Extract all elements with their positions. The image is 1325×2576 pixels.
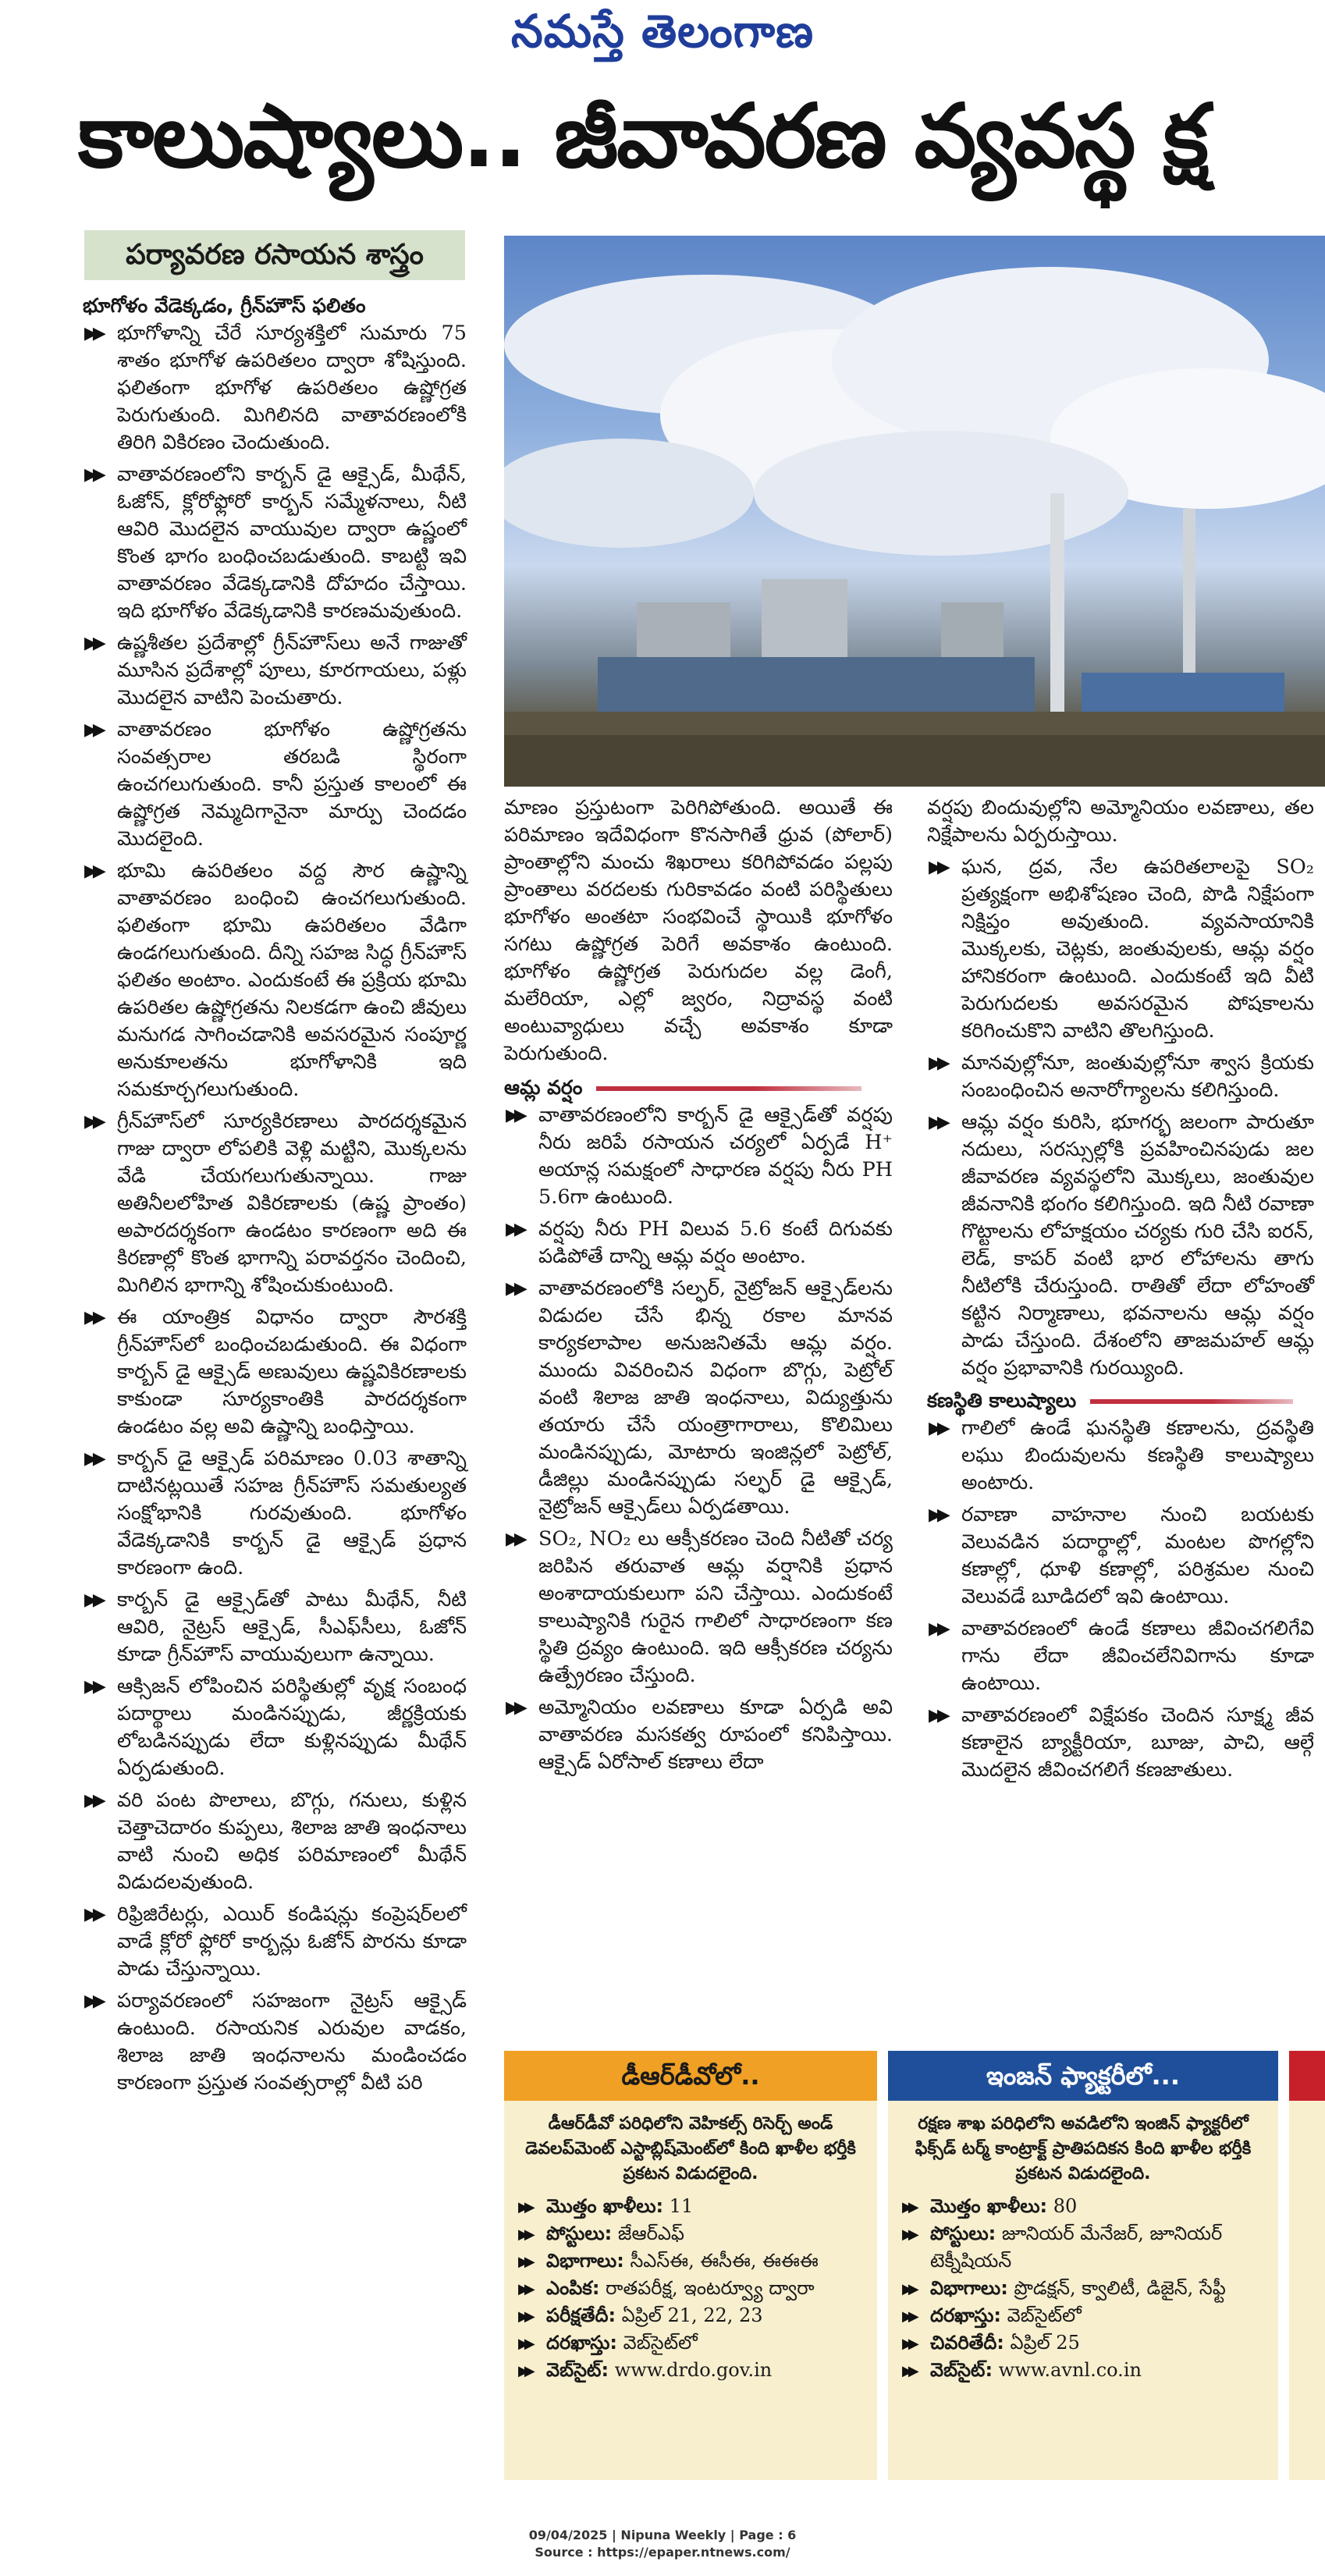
column-1 (83, 292, 467, 2102)
job-detail-value: ఏప్రిల్ 21, 22, 23 (616, 2304, 763, 2326)
bullet-arrow-icon: ▶▶ (84, 634, 101, 653)
job-detail-value: www.drdo.gov.in (609, 2359, 773, 2381)
bullet-item (83, 1445, 467, 1582)
job-detail-key: వెబ్‌సైట్: (930, 2359, 993, 2381)
box-list (504, 2193, 877, 2384)
subhead-particulates (927, 1387, 1314, 1415)
bullet-item (83, 1108, 467, 1299)
bullet-arrow-icon: ▶▶ (518, 2363, 531, 2379)
bullet-arrow-icon: ▶▶ (84, 1449, 101, 1469)
bullet-arrow-icon: ▶▶ (506, 1220, 523, 1239)
bullet-text: SO₂, NO₂ లు ఆక్సీకరణం చెంది నీటితో చర్య జరిపిన తరువాత ఆమ్ల వర్షానికి ప్రధాన అంశాదాయకులుగా పని చేస్తాయి. ఎందుకంటే కాలుష్యానికి గురైన గాలిలో సాధారణంగా కణ స్థితి ద్రవ్యం ఉంటుంది. ఇది ఆక్సీకరణ చర్యను ఉత్ప్రేరణం చేస్తుంది. (538, 1527, 893, 1687)
job-detail-item (517, 2193, 865, 2220)
bullet-arrow-icon: ▶▶ (929, 1113, 946, 1132)
bullet-text: రిఫ్రిజిరేటర్లు, ఎయిర్ కండిషన్లు కంప్రెషర్‌లలో వాడే క్లోరో ఫ్లోరో కార్బన్లు ఓజోన్ పొరను కూడా పాడు చేస్తున్నాయి. (117, 1903, 467, 1981)
paragraph: మాణం ప్రస్తుటంగా పెరిగిపోతుంది. అయితే ఈ పరిమాణం ఇదేవిధంగా కొనసాగితే ధ్రువ (పోలార్) ప్రాంతాల్లోని మంచు శిఖరాలు కరిగిపోవడం పల్లపు ప్రాంతాలు వరదలకు గురికావడం వంటి పరిస్థితులు భూగోళం అంతటా సంభవించే స్థాయికి భూగోళం సగటు ఉష్ణోగ్రత పెరిగే అవకాశం ఉంటుంది. భూగోళం ఉష్ణోగ్రత పెరుగుదల వల్ల డెంగీ, మలేరియా, ఎల్లో జ్వరం, నిద్రావస్థ వంటి అంటువ్యాధులు వచ్చే అవకాశం కూడా పెరుగుతుంది. (504, 796, 893, 1065)
bullet-item (83, 1787, 467, 1896)
box-intro: రక్షణ శాఖ పరిధిలోని అవడిలోని ఇంజిన్ ఫ్యాక్టరీలో ఫిక్స్‌డ్ టర్మ్ కాంట్రాక్ట్ ప్రాతిపదికన కింది ఖాళీల భర్తీకి ప్రకటన విడుదలైంది. (915, 2114, 1252, 2183)
bullet-arrow-icon: ▶▶ (518, 2199, 531, 2215)
bullet-item (927, 854, 1314, 1045)
job-detail-item (517, 2357, 865, 2384)
bullet-item (83, 1304, 467, 1441)
job-detail-key: మొత్తం ఖాళీలు: (546, 2195, 664, 2217)
bullet-text: ఆమ్ల వర్షం కురిసి, భూగర్భ జలంగా పారుతూ నదులు, సరస్సుల్లోకి ప్రవహించినపుడు జల జీవావరణ వ్యవస్థలోని మొక్కలు, జంతువుల జీవనానికి భంగం కలిగిస్తుంది. ఇది నీటి రవాణా గొట్టాలను లోహక్షయం చర్యకు గురి చేసి ఐరన్, లెడ్, కాపర్ వంటి భార లోహాలను తాగు నీటిలోకి చేరుస్తుంది. రాతితో లేదా లోహంతో కట్టిన నిర్మాణాలు, భవనాలను ఆమ్ల వర్షం పాడు చేస్తుంది. దేశంలోని తాజమహల్ ఆమ్ల వర్షం ప్రభావానికి గురయ్యింది. (961, 1110, 1314, 1380)
box-title: డీఆర్‌డీవోలో.. (504, 2051, 877, 2101)
bullet-text: మానవుల్లోనూ, జంతువుల్లోనూ శ్వాస క్రియకు సంబంధించిన అనారోగ్యాలను కలిగిస్తుంది. (961, 1051, 1314, 1102)
bullet-text: వాతావరణంలో ఉండే కణాలు జీవించగలిగేవి గాను లేదా జీవించలేనివిగాను కూడా ఉంటాయి. (961, 1617, 1314, 1695)
section-rule (596, 1086, 861, 1091)
job-detail-key: దరఖాస్తు: (546, 2332, 618, 2354)
job-detail-key: చివరితేదీ: (930, 2332, 1004, 2354)
bullet-text: వాతావరణంలోని కార్బన్ డై ఆక్సైడ్, మీథేన్, ఓజోన్, క్లోరోఫ్లోరో కార్బన్ సమ్మేళనాలు, నీటి ఆవిరి మొదలైన వాయువుల ద్వారా ఉష్ణంలో కొంత భాగం బంధించబడుతుంది. కాబట్టి ఇవి వాతావరణం వేడెక్కడానికి దోహదం చేస్తాయి. ఇది భూగోళం వేడెక్కడానికి కారణమవుతుంది. (117, 463, 467, 623)
bullet-text: ఘన, ద్రవ, నేల ఉపరితలాలపై SO₂ ప్రత్యక్షంగా అభిశోషణం చెంది, పొడి నిక్షేపంగా నిక్షిప్తం అవుతుంది. వ్యవసాయానికి మొక్కలకు, చెట్లకు, జంతువులకు, ఆమ్ల వర్షం హానికరంగా ఉంటుంది. ఎందుకంటే ఇది వీటి పెరుగుదలకు అవసరమైన పోషకాలను కరిగించుకొని వాటిని తొలగిస్తుంది. (961, 855, 1314, 1043)
bullet-arrow-icon: ▶▶ (929, 1619, 946, 1639)
box-intro: డీఆర్‌డీవో పరిధిలోని వెహికల్స్ రిసెర్చ్ అండ్ డెవలప్‌మెంట్ ఎస్టాబ్లిష్‌మెంట్‌లో కింది ఖాళీల భర్తీకి ప్రకటన విడుదలైంది. (525, 2114, 856, 2183)
bullet-text: భూగోళాన్ని చేరే సూర్యశక్తిలో సుమారు 75 శాతం భూగోళ ఉపరితలం ద్వారా శోషిస్తుంది. ఫలితంగా భూగోళ ఉపరితలం ఉష్ణోగ్రత పెరుగుతుంది. మిగిలినది వాతావరణంలోకి తిరిగి వికిరణం చెందుతుంది. (117, 322, 467, 454)
bullet-text: పర్యావరణంలో సహజంగా నైట్రస్ ఆక్సైడ్ ఉంటుంది. రసాయనిక ఎరువుల వాడకం, శిలాజ జాతి ఇంధనాలను మండించడం కారణంగా ప్రస్తుత సంవత్సరాల్లో వీటి పరి (117, 1989, 467, 2095)
bullet-arrow-icon: ▶▶ (929, 1053, 946, 1073)
bullet-text: అమ్మోనియం లవణాలు కూడా ఏర్పడి అవి వాతావరణ మసకత్వ రూపంలో కనిపిస్తాయి. ఆక్సైడ్ ఏరోసాల్ కణాలు లేదా (538, 1696, 893, 1774)
bullet-item (927, 1501, 1314, 1611)
bullet-item (83, 1988, 467, 2097)
bullet-item (504, 1526, 893, 1690)
job-detail-key: విభాగాలు: (546, 2250, 624, 2272)
bullet-arrow-icon: ▶▶ (902, 2281, 915, 2297)
bullet-item (927, 1615, 1314, 1697)
bullet-text: ఈ యాంత్రిక విధానం ద్వారా సౌరశక్తి గ్రీన్‌హౌస్‌లో బంధించబడుతుంది. ఈ విధంగా కార్బన్ డై ఆక్సైడ్ అణువులు ఉష్ణవికిరణాలకు కాకుండా సూర్యకాంతికి పారదర్శకంగా ఉండటం వల్ల అవి ఉష్ణాన్ని బంధిస్తాయి. (117, 1306, 467, 1438)
bullet-item (83, 1586, 467, 1668)
bullet-text: వాతావరణంలోకి సల్ఫర్, నైట్రోజన్ ఆక్సైడ్‌లను విడుదల చేసే భిన్న రకాల మానవ కార్యకలాపాల అనుజనితమే ఆమ్ల వర్షం. ముందు వివరించిన విధంగా బొగ్గు, పెట్రోల్ వంటి శిలాజ జాతి ఇంధనాలు, విద్యుత్తును తయారు చేసే యంత్రాగారాలు, కొలిమిలు మండినప్పుడు, మోటారు ఇంజిన్లలో పెట్రోల్, డీజిల్లు మండినప్పుడు సల్ఫర్ డై ఆక్సైడ్, నైట్రోజన్ ఆక్సైడ్‌లు ఏర్పడతాయి. (538, 1277, 893, 1519)
job-detail-item (517, 2220, 865, 2247)
bullet-item (83, 1901, 467, 1983)
section-label: పర్యావరణ రసాయన శాస్త్రం (84, 230, 465, 280)
footer-date-line: 09/04/2025 | Nipuna Weekly | Page : 6 (528, 2528, 797, 2542)
bullet-text: గ్రీన్‌హౌస్‌లో సూర్యకిరణాలు పారదర్శకమైన గాజు ద్వారా లోపలికి వెళ్లి మట్టిని, మొక్కలను వేడి చేయగలుగుతున్నాయి. గాజు అతినీలలోహిత వికిరణాలకు (ఉష్ణ ప్రాంతం) అపారదర్శకంగా ఉండటం కారణంగా అది ఈ కిరణాల్లో కొంత భాగాన్ని పరావర్తనం చెందించి, మిగిలిన భాగాన్ని శోషించుకుంటుంది. (117, 1110, 467, 1297)
factory-smoke-image (504, 236, 1325, 787)
bullet-arrow-icon: ▶▶ (84, 1308, 101, 1327)
bullet-arrow-icon: ▶▶ (84, 1112, 101, 1132)
bullet-text: ఉష్ణశీతల ప్రదేశాల్లో గ్రీన్‌హౌస్‌లు అనే గాజుతో మూసిన ప్రదేశాల్లో పూలు, కూరగాయలు, పళ్లు మొదలైన వాటిని పెంచుతారు. (117, 631, 467, 709)
bullet-arrow-icon: ▶▶ (518, 2308, 531, 2325)
bullet-arrow-icon: ▶▶ (518, 2254, 531, 2270)
bullet-arrow-icon: ▶▶ (929, 858, 946, 877)
job-detail-value: ఏప్రిల్ 25 (1004, 2332, 1080, 2354)
bullet-list (927, 854, 1314, 1382)
bullet-arrow-icon: ▶▶ (518, 2281, 531, 2297)
job-detail-key: పరీక్షతేదీ: (546, 2304, 616, 2326)
bullet-arrow-icon: ▶▶ (506, 1279, 523, 1299)
box-title: ఇంజన్ ఫ్యాక్టరీలో... (888, 2051, 1278, 2101)
bullet-arrow-icon: ▶▶ (84, 1677, 101, 1697)
bullet-item (83, 461, 467, 625)
job-detail-value: వెబ్‌సైట్‌లో (1001, 2304, 1082, 2326)
bullet-text: కార్బన్ డై ఆక్సైడ్‌తో పాటు మీథేన్, నీటి ఆవిరి, నైట్రస్ ఆక్సైడ్, సీఎఫ్‌సీలు, ఓజోన్ కూడా గ్రీన్‌హౌస్ వాయువులుగా ఉన్నాయి. (117, 1588, 467, 1666)
bullet-item (504, 1694, 893, 1776)
column-3 (927, 794, 1314, 1789)
subhead-acid-rain (504, 1074, 893, 1102)
bullet-item (504, 1216, 893, 1270)
job-detail-key: పోస్టులు: (546, 2222, 613, 2244)
bullet-text: కార్బన్ డై ఆక్సైడ్ పరిమాణం 0.03 శాతాన్ని దాటినట్లయితే సహజ గ్రీన్‌హౌస్ సమతుల్యత సంక్షోభానికి గురవుతుంది. భూగోళం వేడెక్కడానికి కార్బన్ డై ఆక్సైడ్ ప్రధాన కారణంగా ఉంది. (117, 1447, 467, 1579)
bullet-item (83, 630, 467, 712)
bullet-arrow-icon: ▶▶ (902, 2308, 915, 2325)
bullet-item (927, 1415, 1314, 1497)
bullet-item (504, 1102, 893, 1211)
bullet-text: వాతావరణం భూగోళం ఉష్ణోగ్రతను సంవత్సరాల తరబడి స్థిరంగా ఉంచగలుగుతుంది. కానీ ప్రస్తుత కాలంలో ఈ ఉష్ణోగ్రత నెమ్మదిగానైనా మార్పు చెందడం మొదలైంది. (117, 718, 467, 851)
bullet-arrow-icon: ▶▶ (518, 2336, 531, 2352)
bullet-item (927, 1109, 1314, 1382)
job-detail-item (901, 2302, 1266, 2329)
job-detail-value: జేఆర్ఎఫ్ (612, 2222, 684, 2244)
job-detail-item (901, 2275, 1266, 2302)
job-detail-value: ప్రొడక్షన్, క్వాలిటీ, డిజైన్, సేఫ్టీ (1007, 2277, 1226, 2299)
bullet-list (83, 320, 467, 2097)
bullet-arrow-icon: ▶▶ (902, 2199, 915, 2215)
job-detail-item (517, 2275, 865, 2302)
bullet-text: వాతావరణంలో విక్షేపకం చెందిన సూక్ష్మ జీవ కణాలైన బ్యాక్టీరియా, బూజు, పాచి, ఆల్గే మొదలైన జీవించగలిగే కణజాతులు. (961, 1704, 1314, 1782)
bullet-list (927, 1415, 1314, 1784)
bullet-text: గాలిలో ఉండే ఘనస్థితి కణాలను, ద్రవస్థితి లఘు బిందువులను కణస్థితి కాలుష్యాలు అంటారు. (961, 1416, 1314, 1494)
bullet-arrow-icon: ▶▶ (902, 2363, 915, 2379)
job-detail-key: మొత్తం ఖాళీలు: (930, 2195, 1048, 2217)
job-detail-item (901, 2329, 1266, 2357)
bullet-arrow-icon: ▶▶ (929, 1505, 946, 1525)
headline: కాలుష్యాలు.. జీవావరణ వ్యవస్థ క్ష (78, 86, 1208, 187)
subhead-greenhouse: భూగోళం వేడెక్కడం, గ్రీన్‌హౌస్ ఫలితం (83, 294, 366, 317)
bullet-arrow-icon: ▶▶ (84, 324, 101, 343)
bullet-arrow-icon: ▶▶ (84, 1992, 101, 2011)
bullet-arrow-icon: ▶▶ (518, 2226, 531, 2243)
job-detail-item (517, 2329, 865, 2357)
drdo-jobs-box (504, 2051, 877, 2480)
bullet-arrow-icon: ▶▶ (84, 1791, 101, 1810)
footer-source-line: Source : https://epaper.ntnews.com/ (535, 2545, 790, 2560)
bullet-arrow-icon: ▶▶ (929, 1419, 946, 1438)
bullet-text: భూమి ఉపరితలం వద్ద సౌర ఉష్ణాన్ని వాతావరణం బంధించి ఉంచగలుగుతుంది. ఫలితంగా భూమి ఉపరితలం వేడిగా ఉండగలుగుతుంది. దీన్ని సహజ సిద్ధ గ్రీన్‌హౌస్ ఫలితం అంటాం. ఎందుకంటే ఈ ప్రక్రియ భూమి ఉపరితల ఉష్ణోగ్రతను నిలకడగా ఉంచి జీవులు మనుగడ సాగించడానికి అవసరమైన సంపూర్ణ అనుకూలతను భూగోళానికి ఇది సమకూర్చగలుగుతుంది. (117, 859, 467, 1101)
factory-photo (504, 236, 1325, 787)
bullet-arrow-icon: ▶▶ (902, 2226, 915, 2243)
footer (0, 2527, 1325, 2561)
third-jobs-box-partial (1289, 2051, 1325, 2480)
job-detail-value: రాతపరీక్ష, ఇంటర్వ్యూ ద్వారా (599, 2277, 815, 2299)
bullet-arrow-icon: ▶▶ (506, 1106, 523, 1125)
bullet-text: రవాణా వాహనాల నుంచి బయటకు వెలువడిన పదార్థాల్లో, మంటల పొగల్లోని కణాల్లో, ధూళి కణాల్లో, పరిశ్రమల నుంచి వెలువడే బూడిదలో ఇవి ఉంటాయి. (961, 1503, 1314, 1608)
masthead: నమస్తే తెలంగాణ (511, 5, 814, 58)
bullet-text: వర్షపు నీరు PH విలువ 5.6 కంటే దిగువకు పడిపోతే దాన్ని ఆమ్ల వర్షం అంటాం. (538, 1217, 893, 1268)
bullet-item (83, 320, 467, 457)
bullet-text: వాతావరణంలోని కార్బన్ డై ఆక్సైడ్‌తో వర్షపు నీరు జరిపే రసాయన చర్యలో ఏర్పడే H⁺ అయాన్ల సమక్షంలో సాధారణ వర్షపు నీరు PH 5.6గా ఉంటుంది. (538, 1103, 893, 1209)
bullet-arrow-icon: ▶▶ (506, 1530, 523, 1549)
column-2 (504, 794, 893, 1781)
box-title-partial (1289, 2051, 1325, 2101)
job-detail-value: సీఎస్ఈ, ఈసీఈ, ఈఈఈ (623, 2250, 819, 2272)
bullet-list (504, 1102, 893, 1776)
bullet-item (504, 1275, 893, 1521)
bullet-arrow-icon: ▶▶ (84, 1905, 101, 1924)
job-detail-value: జూనియర్ మేనేజర్, జూనియర్ టెక్నీషియన్ (930, 2222, 1223, 2272)
job-detail-item (901, 2357, 1266, 2384)
paragraph: వర్షపు బిందువుల్లోని అమ్మోనియం లవణాలు, తల నిక్షేపాలను ఏర్పరుస్తాయి. (927, 796, 1314, 847)
job-detail-key: పోస్టులు: (930, 2222, 996, 2244)
subhead-text: ఆమ్ల వర్షం (504, 1076, 583, 1099)
job-detail-value: 11 (663, 2195, 694, 2217)
bullet-item (83, 1673, 467, 1782)
job-detail-value: www.avnl.co.in (993, 2359, 1142, 2381)
bullet-arrow-icon: ▶▶ (84, 720, 101, 740)
job-detail-value: వెబ్‌సైట్‌లో (617, 2332, 698, 2354)
bullet-arrow-icon: ▶▶ (84, 1590, 101, 1610)
box-list (888, 2193, 1278, 2384)
job-detail-item (517, 2302, 865, 2329)
job-detail-value: 80 (1047, 2195, 1078, 2217)
subhead-text: కణస్థితి కాలుష్యాలు (927, 1389, 1077, 1412)
section-rule (1090, 1399, 1293, 1404)
bullet-arrow-icon: ▶▶ (506, 1698, 523, 1718)
engine-factory-jobs-box (888, 2051, 1278, 2480)
job-detail-key: ఎంపిక: (546, 2277, 600, 2299)
bullet-item (83, 858, 467, 1103)
job-detail-item (901, 2193, 1266, 2220)
bullet-arrow-icon: ▶▶ (902, 2336, 915, 2352)
bullet-text: వరి పంట పొలాలు, బొగ్గు, గనులు, కుళ్లిన చెత్తాచెదారం కుప్పలు, శిలాజ జాతి ఇంధనాలు వాటి నుంచి అధిక పరిమాణంలో మీథేన్ విడుదలవుతుంది. (117, 1789, 467, 1894)
bullet-text: ఆక్సిజన్ లోపించిన పరిస్థితుల్లో వృక్ష సంబంధ పదార్థాలు మండినప్పుడు, జీర్ణక్రియకు లోబడినప్పుడు లేదా కుళ్లినప్పుడు మీథేన్ ఏర్పడుతుంది. (117, 1675, 467, 1780)
bullet-arrow-icon: ▶▶ (84, 862, 101, 881)
job-detail-key: వెబ్‌సైట్: (546, 2359, 609, 2381)
bullet-item (927, 1702, 1314, 1784)
bullet-item (83, 716, 467, 853)
job-detail-key: విభాగాలు: (930, 2277, 1008, 2299)
bullet-arrow-icon: ▶▶ (929, 1706, 946, 1725)
job-detail-item (517, 2247, 865, 2275)
bullet-arrow-icon: ▶▶ (84, 465, 101, 485)
job-detail-item (901, 2220, 1266, 2275)
job-detail-key: దరఖాస్తు: (930, 2304, 1002, 2326)
bullet-item (927, 1050, 1314, 1104)
